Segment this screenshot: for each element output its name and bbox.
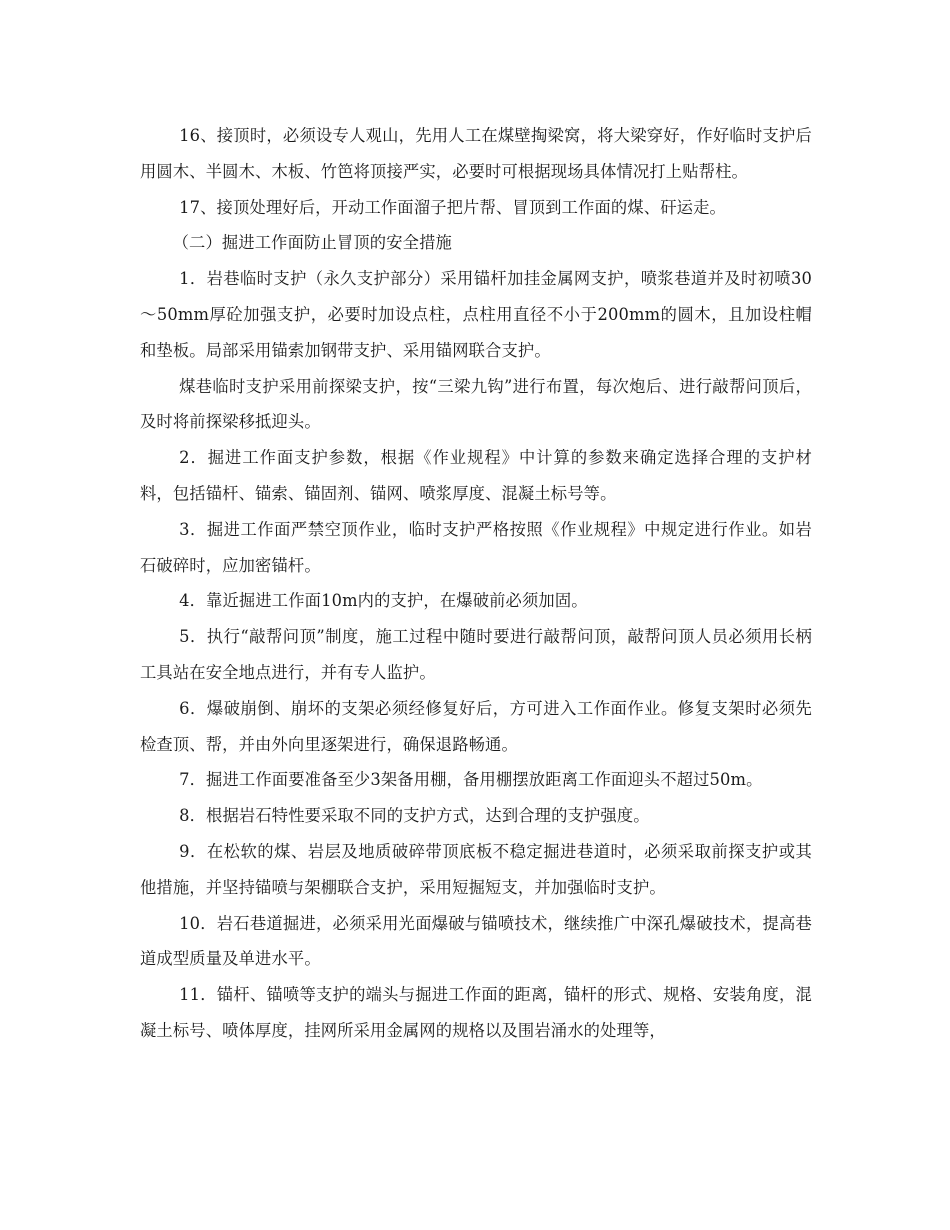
paragraph-item-1-continued: 煤巷临时支护采用前探梁支护，按“三梁九钩”进行布置，每次炮后、进行敲帮问顶后，及时将前探梁移抵迎头。 <box>140 376 812 432</box>
paragraph-item-3: 3．掘进工作面严禁空顶作业，临时支护严格按照《作业规程》中规定进行作业。如岩石破碎时，应加密锚杆。 <box>140 519 812 575</box>
paragraph-item-2: 2．掘进工作面支护参数，根据《作业规程》中计算的参数来确定选择合理的支护材料，包括锚杆、锚索、锚固剂、锚网、喷浆厚度、混凝土标号等。 <box>140 448 812 503</box>
paragraph-item-1: 1．岩巷临时支护（永久支护部分）采用锚杆加挂金属网支护，喷浆巷道并及时初喷30～50mm厚砼加强支护，必要时加设点柱，点柱用直径不小于200mm的圆木，且加设柱帽和垫板。局部采用锚索加钢带支护、采用锚网联合支护。 <box>140 269 812 360</box>
paragraph-item-5: 5．执行“敲帮问顶”制度，施工过程中随时要进行敲帮问顶，敲帮问顶人员必须用长柄工具站在安全地点进行，并有专人监护。 <box>140 627 812 682</box>
paragraph-item-10: 10．岩石巷道掘进，必须采用光面爆破与锚喷技术，继续推广中深孔爆破技术，提高巷道成型质量及单进水平。 <box>140 913 812 969</box>
paragraph-item-9: 9．在松软的煤、岩层及地质破碎带顶底板不稳定掘进巷道时，必须采取前探支护或其他措施，并坚持锚喷与架棚联合支护，采用短掘短支，并加强临时支护。 <box>140 841 812 897</box>
paragraph-item-7: 7．掘进工作面要准备至少3架备用棚，备用棚摆放距离工作面迎头不超过50m。 <box>179 770 763 790</box>
paragraph-item-4: 4．靠近掘进工作面10m内的支护，在爆破前必须加固。 <box>179 591 588 611</box>
paragraph-item-8: 8．根据岩石特性要采取不同的支护方式，达到合理的支护强度。 <box>179 806 650 826</box>
document-body <box>140 118 812 1049</box>
paragraph-16: 16、接顶时，必须设专人观山，先用人工在煤壁掏梁窝，将大梁穿好，作好临时支护后用圆木、半圆木、木板、竹笆将顶接严实，必要时可根据现场具体情况打上贴帮柱。 <box>140 126 812 181</box>
paragraph-item-6: 6．爆破崩倒、崩坏的支架必须经修复好后，方可进入工作面作业。修复支架时必须先检查顶、帮，并由外向里逐架进行，确保退路畅通。 <box>140 698 812 754</box>
paragraph-17: 17、接顶处理好后，开动工作面溜子把片帮、冒顶到工作面的煤、矸运走。 <box>179 197 726 217</box>
section-heading: （二）掘进工作面防止冒顶的安全措施 <box>172 233 452 253</box>
paragraph-item-11: 11．锚杆、锚喷等支护的端头与掘进工作面的距离，锚杆的形式、规格、安装角度，混凝土标号、喷体厚度，挂网所采用金属网的规格以及围岩涌水的处理等， <box>140 985 812 1040</box>
